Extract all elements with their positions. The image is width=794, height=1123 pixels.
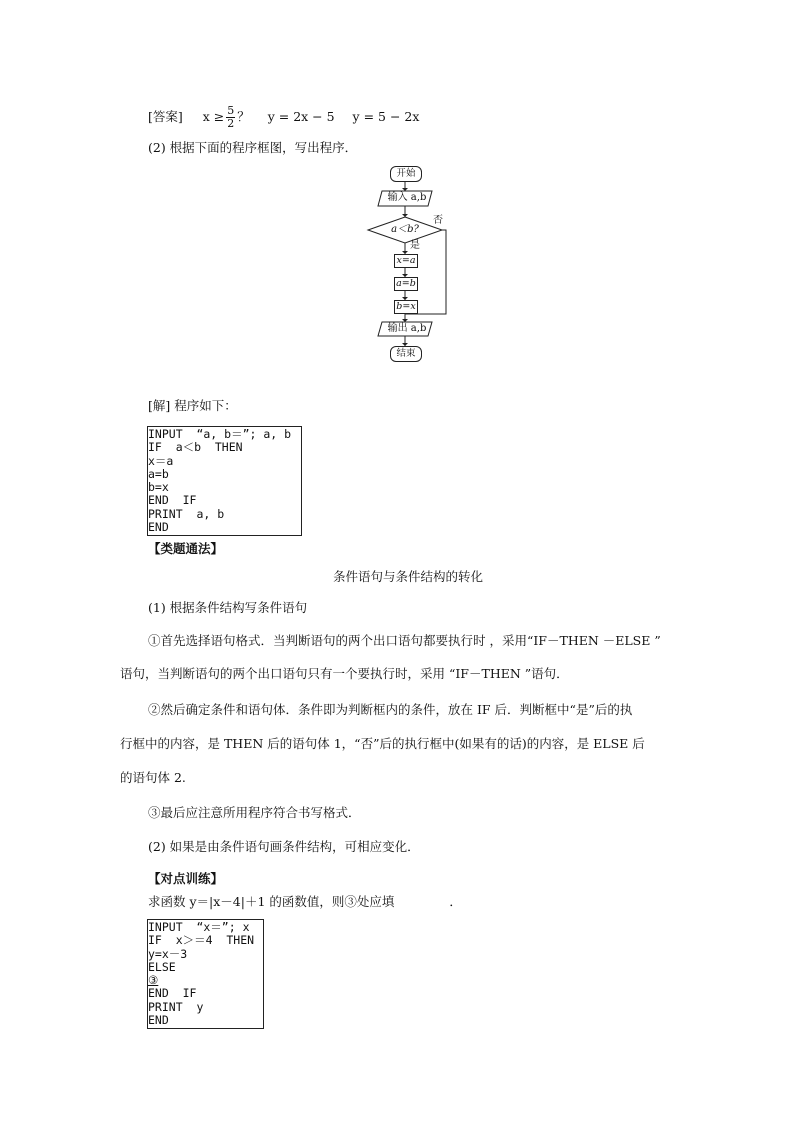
practice-heading: 【对点训练】 xyxy=(148,871,224,886)
code-line: END xyxy=(148,1013,169,1028)
code-line: INPUT “a, b＝”; a, b xyxy=(148,427,292,441)
method-heading: 【类题通法】 xyxy=(148,541,224,556)
question-2: (2) 根据下面的程序框图，写出程序． xyxy=(148,140,358,155)
practice-question-end: ． xyxy=(449,894,462,909)
flowchart-start: 开始 xyxy=(390,166,422,182)
flowchart-decision: a＜b? xyxy=(391,224,419,235)
method-p2-line2: 语句，当判断语句的两个出口语句只有一个要执行时，采用 “IF－THEN ”语句． xyxy=(120,666,569,681)
code-line: b=x xyxy=(148,480,169,495)
flowchart-step-x-eq-a: x=a xyxy=(394,254,418,268)
flowchart-no-label: 否 xyxy=(433,215,443,226)
method-p4: ③最后应注意所用程序符合书写格式． xyxy=(148,805,361,820)
answer-line xyxy=(148,105,419,130)
code-line: x＝a xyxy=(148,453,174,468)
code-line: a=b xyxy=(148,466,169,481)
flowchart xyxy=(340,160,470,370)
code-line: END IF xyxy=(148,493,197,508)
answer-expr1: y = 2x − 5 xyxy=(267,109,335,124)
flowchart-yes-label: 是 xyxy=(410,240,420,251)
practice-question xyxy=(148,894,462,910)
code-line-blank-marker: ③ xyxy=(148,973,159,988)
code-line: END IF xyxy=(148,986,197,1001)
method-p3-line2: 行框中的内容，是 THEN 后的语句体 1，“否”后的执行框中(如果有的话)的内容，是 ELSE 后 xyxy=(120,736,645,751)
code-line: ELSE xyxy=(148,959,176,974)
code-line: PRINT y xyxy=(148,999,204,1014)
code-line: PRINT a, b xyxy=(148,506,225,521)
method-p3-line1: ②然后确定条件和语句体．条件即为判断框内的条件，放在 IF 后．判断框中“是”后的执 xyxy=(148,702,633,717)
code-line: INPUT “x＝”; x xyxy=(148,920,250,934)
answer-condition-prefix: x ≥ xyxy=(202,109,225,124)
code-line: IF x＞＝4 THEN xyxy=(148,933,255,948)
method-title: 条件语句与条件结构的转化 xyxy=(332,569,483,584)
code-line: IF a＜b THEN xyxy=(148,440,243,455)
answer-label: [答案] xyxy=(148,109,183,124)
code-line: END xyxy=(148,520,169,535)
solution-label: [解] 程序如下： xyxy=(148,398,237,413)
method-p3-line3: 的语句体 2. xyxy=(120,770,186,785)
flowchart-step-b-eq-x: b=x xyxy=(394,300,418,314)
flowchart-step-a-eq-b: a=b xyxy=(394,277,418,291)
flowchart-output: 输出 a,b xyxy=(387,323,427,334)
flowchart-input: 输入 a,b xyxy=(387,192,427,203)
answer-condition-suffix: ？ xyxy=(237,109,250,124)
code-line: y=x－3 xyxy=(148,946,188,961)
fraction-denominator: 2 xyxy=(227,117,235,130)
method-p5: (2) 如果是由条件语句画条件结构，可相应变化． xyxy=(148,839,420,854)
answer-expr2: y = 5 − 2x xyxy=(352,109,420,124)
code-block-2 xyxy=(147,919,264,1029)
practice-question-text: 求函数 y＝|x－4|＋1 的函数值，则③处应填 xyxy=(148,894,395,909)
flowchart-end: 结束 xyxy=(390,346,422,362)
fraction-numerator: 5 xyxy=(227,104,235,117)
code-block-1 xyxy=(147,426,302,536)
answer-fraction xyxy=(226,105,235,130)
method-p1: (1) 根据条件结构写条件语句 xyxy=(148,600,308,615)
method-p2-line1: ①首先选择语句格式．当判断语句的两个出口语句都要执行时 ，采用“IF－THEN －ELSE ” xyxy=(148,633,661,648)
